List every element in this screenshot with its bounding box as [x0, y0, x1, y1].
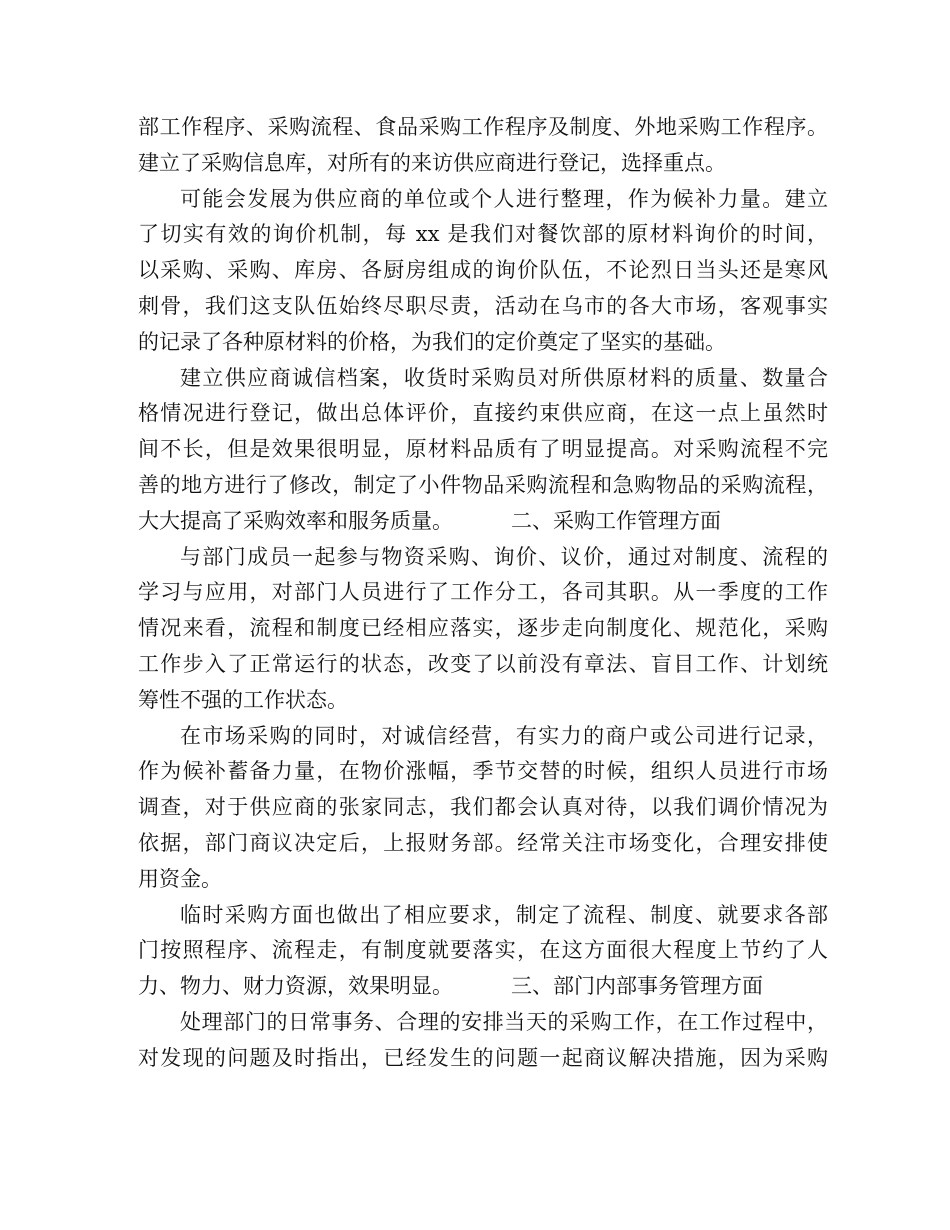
text-line [138, 289, 828, 325]
text-line [138, 898, 828, 934]
text-line [138, 754, 828, 790]
line-text: 格情况进行登记，做出总体评价，直接约束供应商，在这一点上虽然时 [138, 401, 828, 426]
line-text: 力、物力、财力资源，效果明显。 [138, 974, 453, 999]
text-line [138, 182, 828, 218]
text-line [138, 719, 828, 755]
line-text: 善的地方进行了修改，制定了小件物品采购流程和急购物品的采购流程， [138, 472, 828, 497]
line-text: 在市场采购的同时，对诚信经营，有实力的商户或公司进行记录， [180, 723, 828, 748]
line-text: 用资金。 [138, 866, 222, 891]
line-text: 作为候补蓄备力量，在物价涨幅，季节交替的时候，组织人员进行市场 [138, 759, 828, 784]
line-text: 依据，部门商议决定后，上报财务部。经常关注市场变化，合理安排使 [138, 830, 828, 855]
text-line [138, 432, 828, 468]
line-text: 的记录了各种原材料的价格，为我们的定价奠定了坚实的基础。 [138, 329, 726, 354]
line-text: 情况来看，流程和制度已经相应落实，逐步走向制度化、规范化，采购 [138, 616, 828, 641]
text-line [138, 1005, 828, 1041]
text-line [138, 396, 828, 432]
text-line [138, 361, 828, 397]
section-heading: 三、部门内部事务管理方面 [511, 974, 763, 999]
line-text: 以采购、采购、库房、各厨房组成的询价队伍，不论烈日当头还是寒风 [138, 258, 828, 283]
line-text: 大大提高了采购效率和服务质量。 [138, 508, 453, 533]
line-text: 刺骨，我们这支队伍始终尽职尽责，活动在乌市的各大市场，客观事实 [138, 293, 828, 318]
line-text: 间不长，但是效果很明显，原材料品质有了明显提高。对采购流程不完 [138, 437, 828, 462]
line-text: 部工作程序、采购流程、食品采购工作程序及制度、外地采购工作程序。 [138, 115, 828, 139]
text-line [138, 325, 828, 361]
line-text: 临时采购方面也做出了相应要求，制定了流程、制度、就要求各部 [180, 902, 828, 927]
line-text: 建立供应商诚信档案，收货时采购员对所供原材料的质量、数量合 [180, 365, 828, 390]
body-text [138, 110, 828, 1077]
text-line [138, 826, 828, 862]
line-text: 与部门成员一起参与物资采购、询价、议价，通过对制度、流程的 [180, 544, 828, 569]
text-line [138, 217, 828, 253]
line-text: 工作步入了正常运行的状态，改变了以前没有章法、盲目工作、计划统 [138, 651, 828, 676]
line-text: 了切实有效的询价机制，每 xx 是我们对餐饮部的原材料询价的时间， [138, 222, 828, 247]
text-line [138, 253, 828, 289]
text-line [138, 1041, 828, 1077]
text-line [138, 146, 828, 182]
text-line [138, 862, 828, 898]
line-text: 对发现的问题及时指出，已经发生的问题一起商议解决措施，因为采购 [138, 1045, 828, 1070]
text-line [138, 933, 828, 969]
line-text: 建立了采购信息库，对所有的来访供应商进行登记，选择重点。 [138, 150, 726, 175]
line-text: 学习与应用，对部门人员进行了工作分工，各司其职。从一季度的工作 [138, 580, 828, 605]
line-text: 门按照程序、流程走，有制度就要落实，在这方面很大程度上节约了人 [138, 938, 828, 963]
text-line [138, 110, 828, 146]
text-line [138, 540, 828, 576]
text-line [138, 611, 828, 647]
section-heading: 二、采购工作管理方面 [511, 508, 721, 533]
text-line [138, 468, 828, 504]
text-line [138, 647, 828, 683]
line-text: 调查，对于供应商的张家同志，我们都会认真对待，以我们调价情况为 [138, 795, 828, 820]
text-line [138, 790, 828, 826]
text-line [138, 504, 828, 540]
line-text: 处理部门的日常事务、合理的安排当天的采购工作，在工作过程中， [180, 1009, 828, 1034]
text-line [138, 683, 828, 719]
line-text: 可能会发展为供应商的单位或个人进行整理，作为候补力量。建立 [180, 186, 828, 211]
text-line [138, 969, 828, 1005]
line-text: 筹性不强的工作状态。 [138, 687, 348, 712]
text-line [138, 575, 828, 611]
